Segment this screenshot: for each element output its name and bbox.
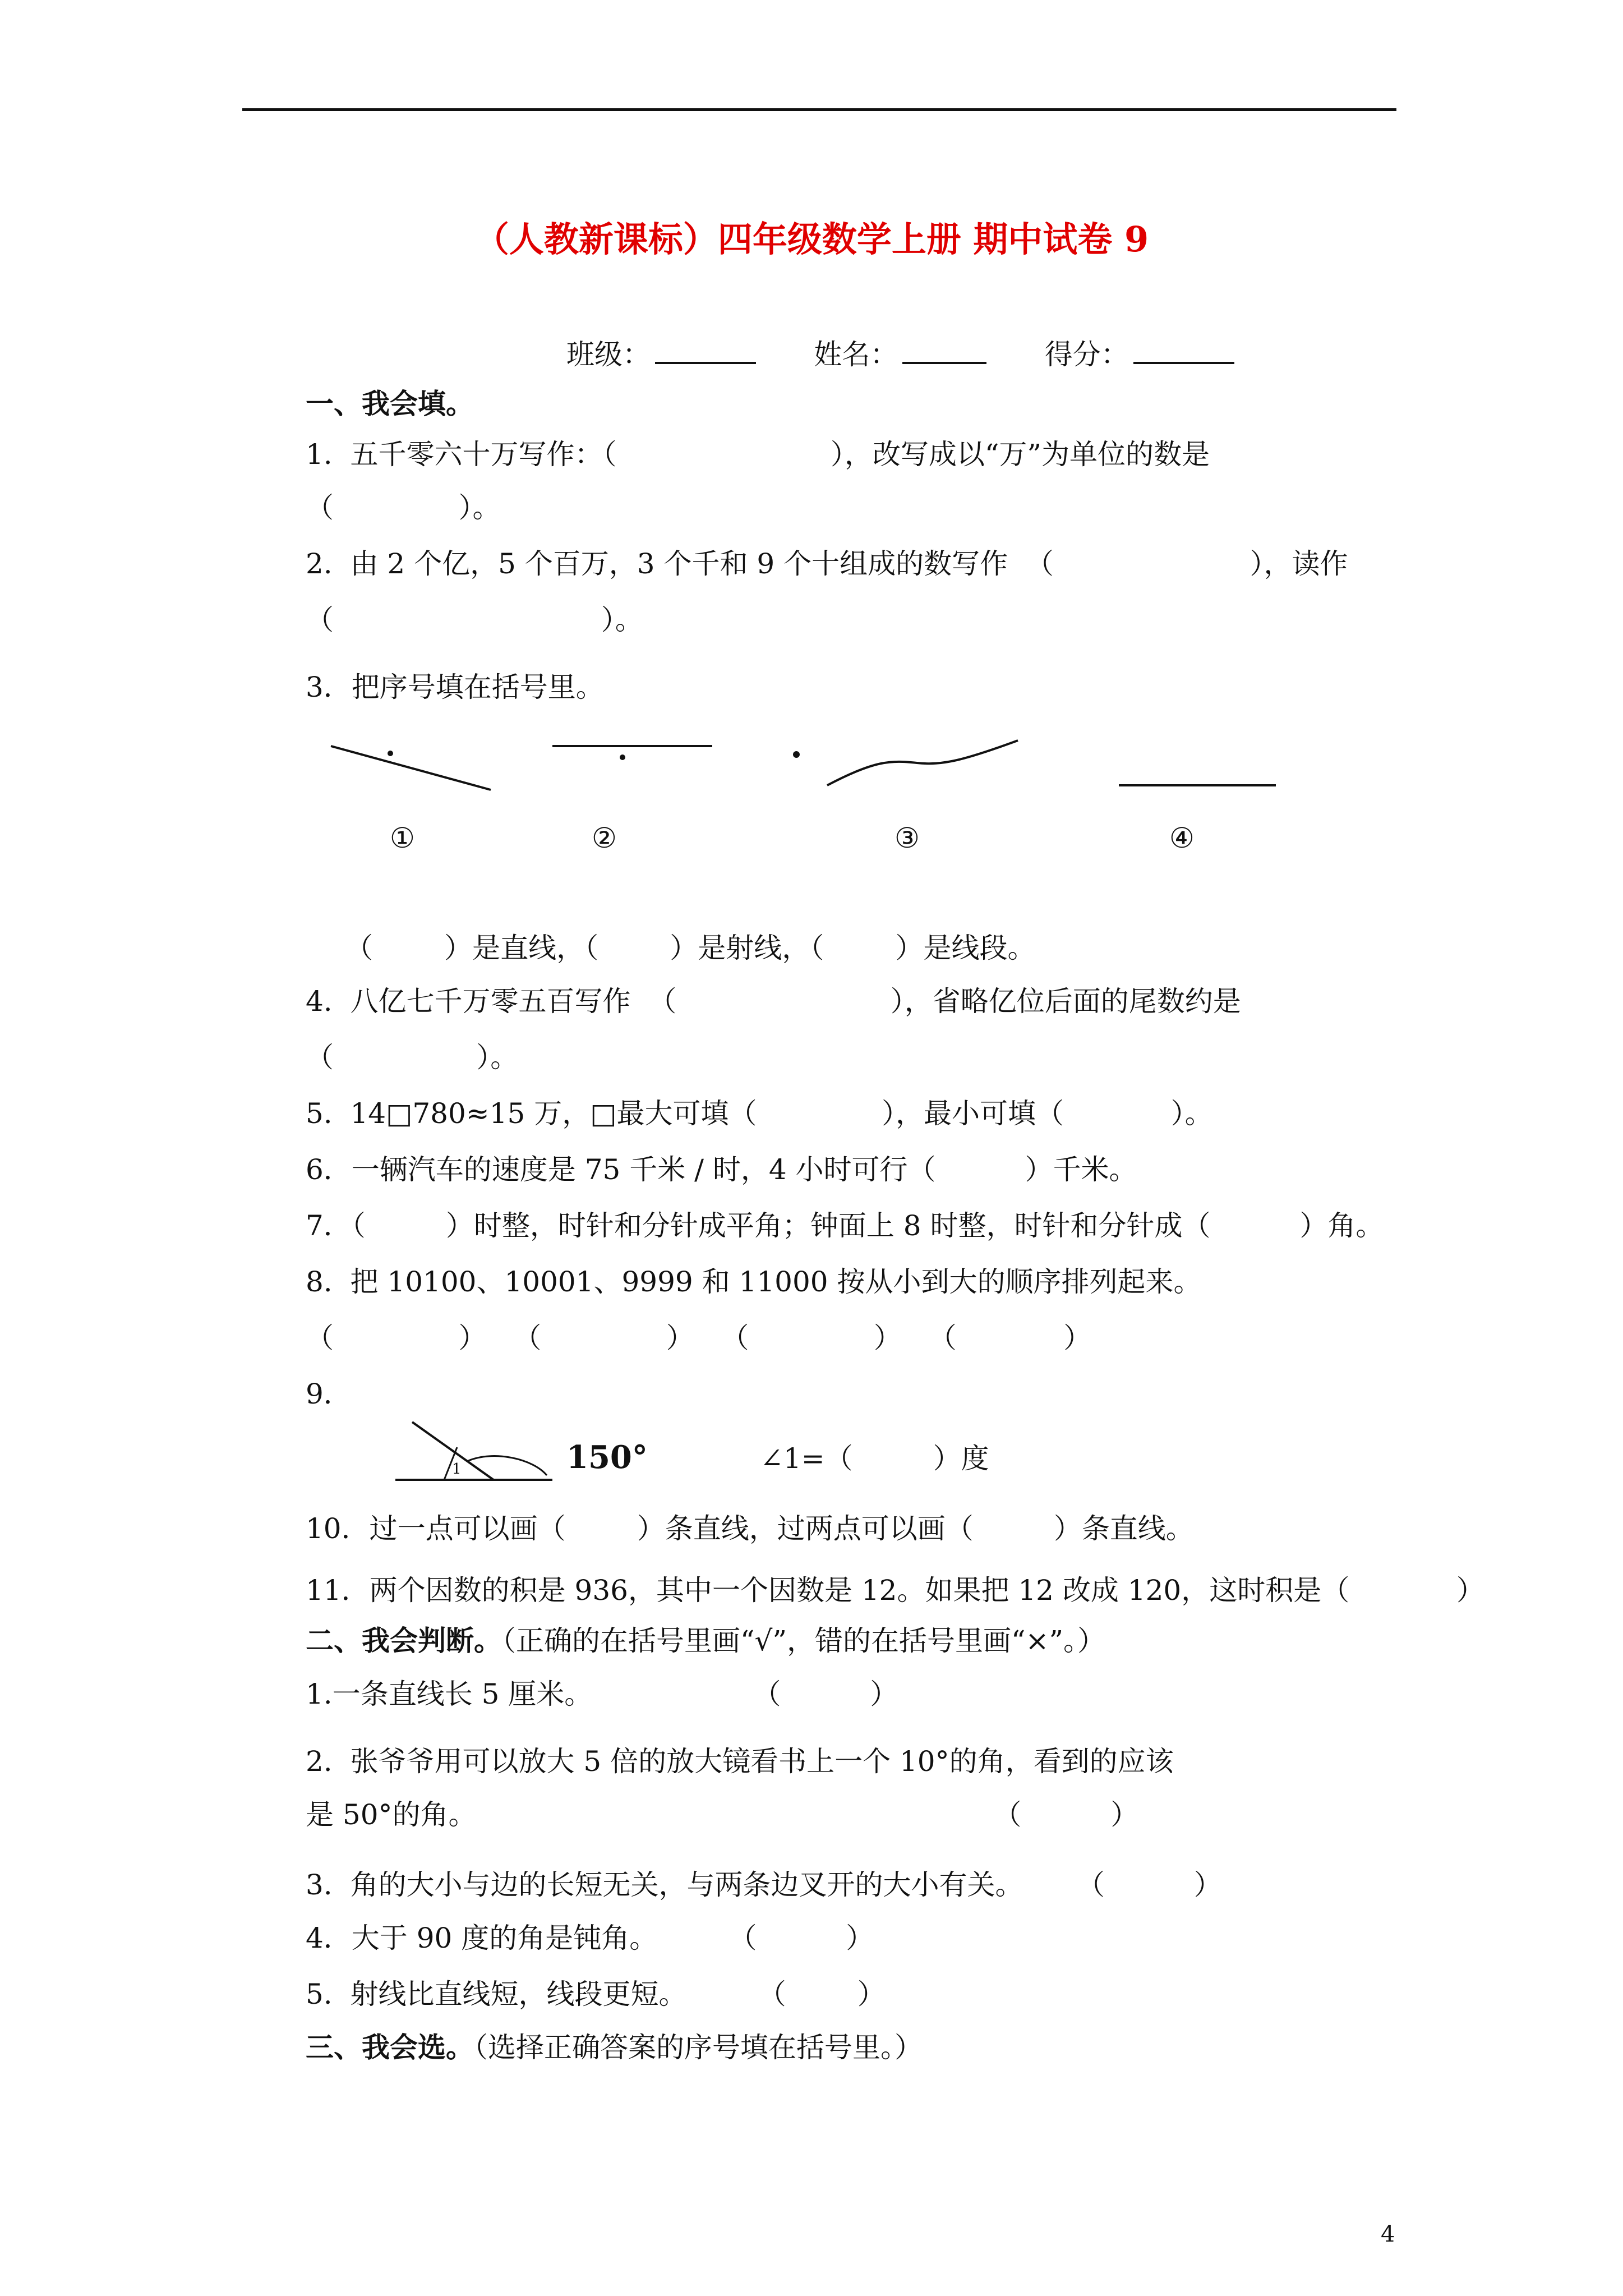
page-number: 4 xyxy=(1381,2221,1395,2247)
figure-label-2: ② xyxy=(592,822,617,854)
score-label: 得分： xyxy=(1044,338,1129,371)
section-3-heading-line xyxy=(306,2031,923,2064)
question-9-answer: ∠1=（ ）度 xyxy=(760,1442,989,1475)
section-3-instruction: （选择正确答案的序号填在括号里。） xyxy=(474,2031,923,2064)
angle-1-label: 1 xyxy=(452,1461,462,1478)
question-10: 10．过一点可以画（ ）条直线，过两点可以画（ ）条直线。 xyxy=(306,1512,1194,1545)
question-1-line-a: 1. 五千零六十万写作：（ ），改写成以“万”为单位的数是 xyxy=(306,438,1210,471)
section-2-heading: 二、我会判断。 xyxy=(306,1624,502,1657)
question-8: 8. 把 10100、10001、9999 和 11000 按从小到大的顺序排列起来。 xyxy=(306,1266,1202,1298)
question-4-line-b: （ ）。 xyxy=(306,1041,519,1074)
section-1-heading: 一、我会填。 xyxy=(306,387,474,420)
question-11: 11．两个因数的积是 936，其中一个因数是 12。如果把 12 改成 120，这时积是（ ） xyxy=(306,1574,1484,1607)
section-3-heading: 三、我会选。 xyxy=(306,2031,474,2064)
question-6: 6．一辆汽车的速度是 75 千米 / 时，4 小时可行（ ）千米。 xyxy=(306,1153,1137,1186)
question-1-line-b: （ ）。 xyxy=(306,491,501,524)
judge-question-1: 1.一条直线长 5 厘米。 （ ） xyxy=(306,1678,898,1710)
question-3: 3．把序号填在括号里。 xyxy=(306,671,604,703)
question-5: 5. 14□780≈15 万，□最大可填（ ），最小可填（ ）。 xyxy=(306,1097,1213,1130)
question-4-line-a: 4. 八亿七千万零五百写作 （ ），省略亿位后面的尾数约是 xyxy=(306,985,1241,1018)
section-2-instruction: （正确的在括号里画“√”，错的在括号里画“×”。） xyxy=(502,1625,1106,1657)
section-2-heading-line xyxy=(306,1624,1105,1658)
figure-label-1: ① xyxy=(390,822,415,854)
question-2-line-a: 2. 由 2 个亿，5 个百万，3 个千和 9 个十组成的数写作 （ ），读作 xyxy=(306,547,1348,580)
question-7: 7．（ ）时整，时针和分针成平角；钟面上 8 时整，时针和分针成（ ）角。 xyxy=(306,1209,1384,1242)
question-3-answer: （ ）是直线，（ ）是射线，（ ）是线段。 xyxy=(345,932,1036,964)
figure-label-3: ③ xyxy=(895,822,920,854)
class-label: 班级： xyxy=(566,338,651,371)
judge-question-2-line-a: 2. 张爷爷用可以放大 5 倍的放大镜看书上一个 10°的角，看到的应该 xyxy=(306,1745,1174,1778)
angle-arc xyxy=(468,1456,547,1475)
angle-150-label: 150° xyxy=(566,1439,648,1476)
judge-question-2-line-b: 是 50°的角。 （ ） xyxy=(306,1798,1139,1831)
judge-question-5: 5. 射线比直线短，线段更短。 （ ） xyxy=(306,1978,886,2010)
figure-label-4: ④ xyxy=(1169,822,1195,854)
page-title: （人教新课标）四年级数学上册 期中试卷 9 xyxy=(474,219,1149,260)
judge-question-3: 3. 角的大小与边的长短无关，与两条边叉开的大小有关。 （ ） xyxy=(306,1869,1222,1901)
name-label: 姓名： xyxy=(814,338,898,371)
question-2-line-b: （ ）。 xyxy=(306,604,643,636)
question-8-blanks: （ ） （ ） （ ） （ ） xyxy=(306,1322,1092,1354)
judge-question-4: 4．大于 90 度的角是钝角。 （ ） xyxy=(306,1922,874,1954)
question-9: 9． xyxy=(306,1378,352,1410)
